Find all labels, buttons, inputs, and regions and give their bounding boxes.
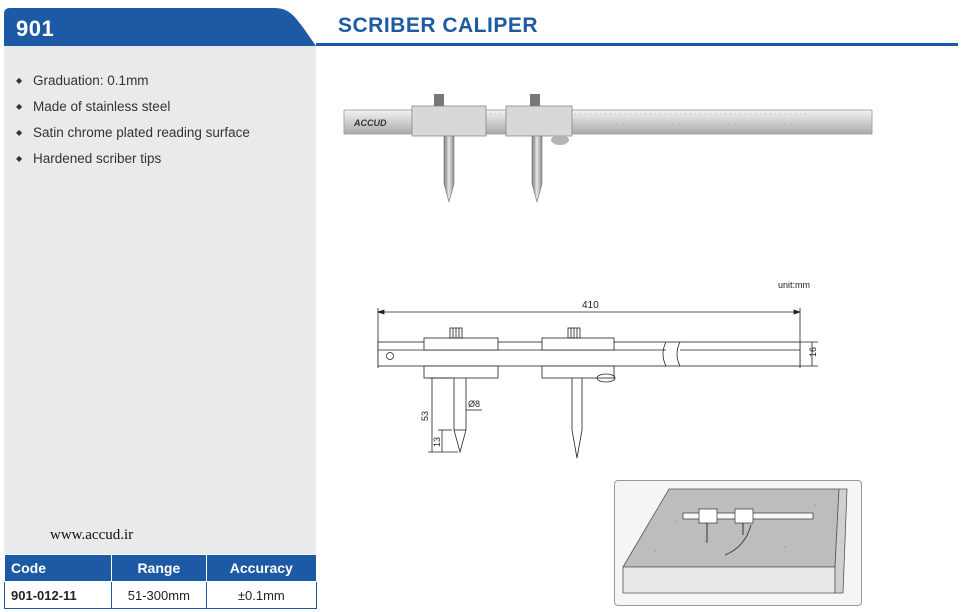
usage-illustration [614, 480, 862, 606]
feature-item: ◆ Graduation: 0.1mm [16, 68, 250, 94]
cell-range: 51-300mm [112, 582, 207, 609]
diamond-bullet-icon: ◆ [16, 128, 23, 137]
website-link[interactable]: www.accud.ir [50, 527, 134, 543]
feature-list [16, 68, 250, 172]
spec-table [4, 554, 317, 609]
technical-drawing [370, 280, 820, 470]
diameter-dimension: Ø8 [468, 399, 481, 409]
right-lock-screw [530, 94, 540, 106]
product-code-tab [4, 8, 316, 46]
usage-illustration-svg [615, 481, 861, 605]
caliper-photo [340, 88, 880, 208]
table-row [5, 582, 317, 609]
brand-logo: ACCUD [354, 118, 387, 128]
left-lock-screw [434, 94, 444, 106]
left-scriber-tip [444, 136, 454, 202]
tip-end-dimension: 13 [432, 436, 442, 448]
length-dimension: 410 [582, 300, 599, 311]
left-slider [412, 106, 486, 136]
feature-item: ◆ Made of stainless steel [16, 94, 250, 120]
column-header-range: Range [112, 555, 207, 582]
column-header-accuracy: Accuracy [206, 555, 316, 582]
cell-accuracy: ±0.1mm [206, 582, 316, 609]
product-title: SCRIBER CALIPER [338, 14, 539, 37]
thumb-wheel [551, 135, 569, 145]
tip-length-dimension: 53 [420, 410, 430, 422]
diamond-bullet-icon: ◆ [16, 76, 23, 85]
diamond-bullet-icon: ◆ [16, 102, 23, 111]
table-header-row [5, 555, 317, 582]
height-dimension: 16 [808, 346, 818, 358]
product-code: 901 [16, 16, 55, 41]
cell-code: 901-012-11 [5, 582, 112, 609]
right-scriber-tip [532, 136, 542, 202]
unit-label: unit:mm [778, 280, 811, 290]
feature-item: ◆ Satin chrome plated reading surface [16, 120, 250, 146]
workpiece-top [623, 489, 839, 567]
column-header-code: Code [5, 555, 112, 582]
title-underline [316, 43, 958, 46]
diamond-bullet-icon: ◆ [16, 154, 23, 163]
workpiece-front [623, 567, 835, 593]
right-slider [506, 106, 572, 136]
feature-item: ◆ Hardened scriber tips [16, 146, 250, 172]
